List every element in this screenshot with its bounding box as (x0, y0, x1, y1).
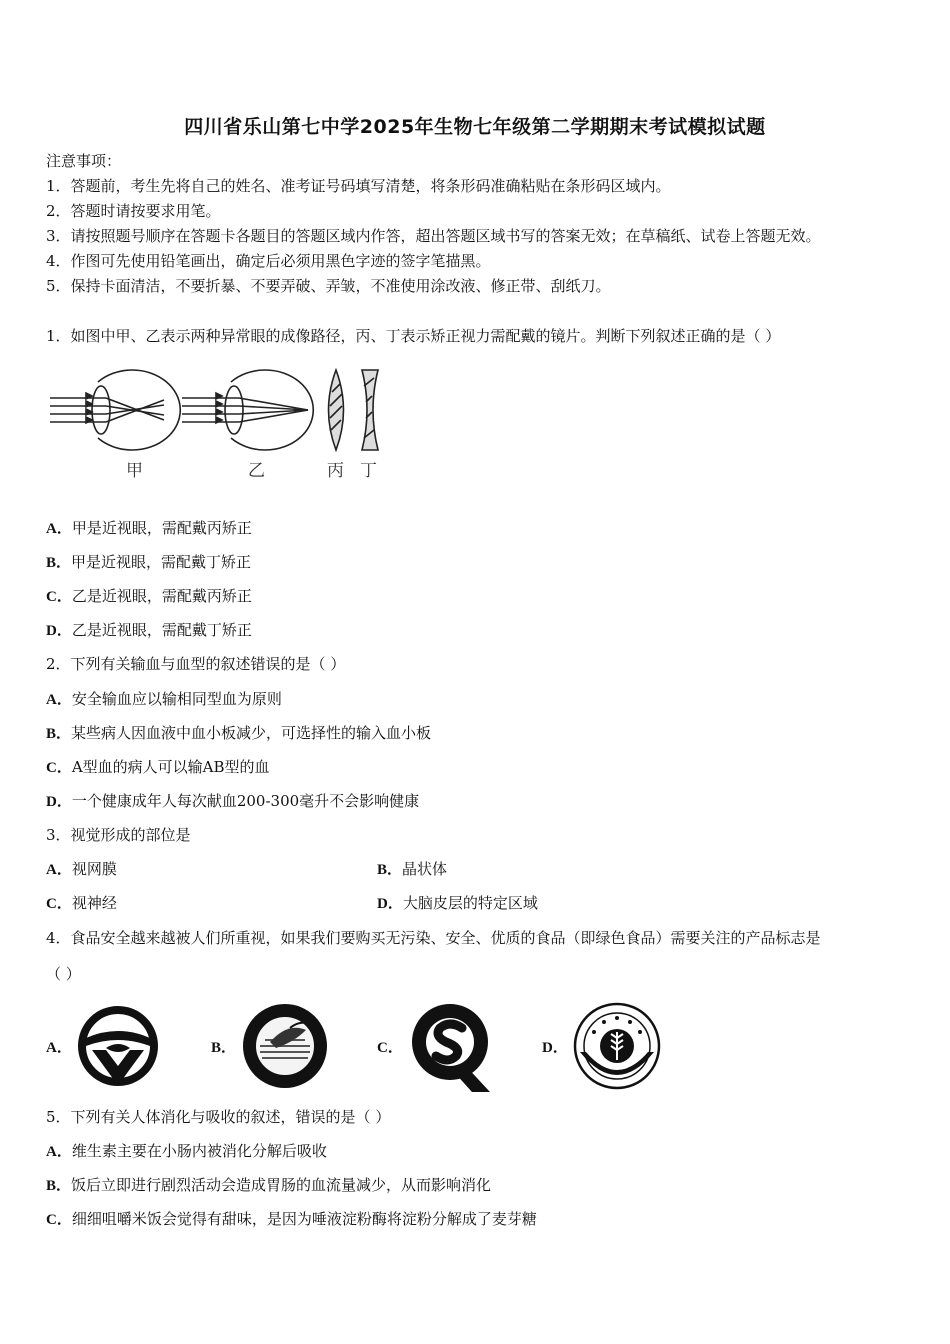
question-5-stem: 5．下列有关人体消化与吸收的叙述，错误的是（ ） (46, 1108, 391, 1126)
question-2-stem: 2．下列有关输血与血型的叙述错误的是（ ） (46, 655, 346, 673)
q3-option-d: D．大脑皮层的特定区域 (377, 894, 538, 912)
q2-option-a: A．安全输血应以输相同型血为原则 (46, 690, 282, 708)
convex-lens-bing (329, 370, 344, 450)
page-title: 四川省乐山第七中学2025年生物七年级第二学期期末考试模拟试题 (184, 116, 766, 138)
eye-jia-diagram (50, 370, 180, 450)
q2-option-d: D．一个健康成年人每次献血200-300毫升不会影响健康 (46, 792, 420, 810)
notes-heading: 注意事项： (46, 152, 122, 170)
question-3-stem: 3．视觉形成的部位是 (46, 826, 191, 844)
question-4-stem-cont: （ ） (46, 965, 81, 983)
q4-option-b-label: B． (211, 1040, 237, 1056)
caption-bing: 丙 (327, 461, 344, 481)
q5-option-c: C．细细咀嚼米饭会觉得有甜味，是因为唾液淀粉酶将淀粉分解成了麦芽糖 (46, 1210, 537, 1228)
q3-option-a: A．视网膜 (46, 860, 117, 878)
q4-option-c-label: C． (377, 1040, 403, 1056)
q4-logo-a (76, 1004, 160, 1088)
question-1-stem: 1．如图中甲、乙表示两种异常眼的成像路径，丙、丁表示矫正视力需配戴的镜片。判断下列叙述正确的是（ ） (46, 327, 781, 345)
q4-logo-b (240, 1002, 330, 1090)
q2-option-b: B．某些病人因血液中血小板减少，可选择性的输入血小板 (46, 724, 432, 742)
q3-option-b: B．晶状体 (377, 860, 448, 878)
q4-logo-d (572, 1002, 662, 1090)
caption-jia: 甲 (126, 461, 143, 481)
note-item: 5．保持卡面清洁，不要折暴、不要弄破、弄皱，不准使用涂改液、修正带、刮纸刀。 (46, 277, 611, 295)
q1-option-c: C．乙是近视眼，需配戴丙矫正 (46, 587, 252, 605)
concave-lens-ding (362, 370, 378, 450)
q5-option-a: A．维生素主要在小肠内被消化分解后吸收 (46, 1142, 327, 1160)
question-4-stem: 4．食品安全越来越被人们所重视，如果我们要购买无污染、安全、优质的食品（即绿色食品）需要关注的产品标志是 (46, 929, 821, 947)
q4-logo-c (404, 998, 496, 1094)
q4-option-d-label: D． (542, 1040, 568, 1056)
caption-ding: 丁 (360, 461, 377, 481)
q5-option-b: B．饭后立即进行剧烈活动会造成胃肠的血流量减少，从而影响消化 (46, 1176, 492, 1194)
q1-option-b: B．甲是近视眼，需配戴丁矫正 (46, 553, 252, 571)
q4-option-a-label: A． (46, 1040, 72, 1056)
q2-option-c: C．A型血的病人可以输AB型的血 (46, 758, 270, 776)
q1-option-a: A．甲是近视眼，需配戴丙矫正 (46, 519, 252, 537)
note-item: 1．答题前，考生先将自己的姓名、准考证号码填写清楚，将条形码准确粘贴在条形码区域内。 (46, 177, 671, 195)
note-item: 2．答题时请按要求用笔。 (46, 202, 221, 220)
note-item: 3．请按照题号顺序在答题卡各题目的答题区域内作答，超出答题区域书写的答案无效；在草稿纸、试卷上答题无效。 (46, 227, 821, 245)
eye-lens-figure (46, 362, 391, 487)
q1-option-d: D．乙是近视眼，需配戴丁矫正 (46, 621, 252, 639)
note-item: 4．作图可先使用铅笔画出，确定后必须用黑色字迹的签字笔描黑。 (46, 252, 491, 270)
caption-yi: 乙 (248, 461, 265, 481)
eye-yi-diagram (182, 370, 313, 450)
q3-option-c: C．视神经 (46, 894, 117, 912)
